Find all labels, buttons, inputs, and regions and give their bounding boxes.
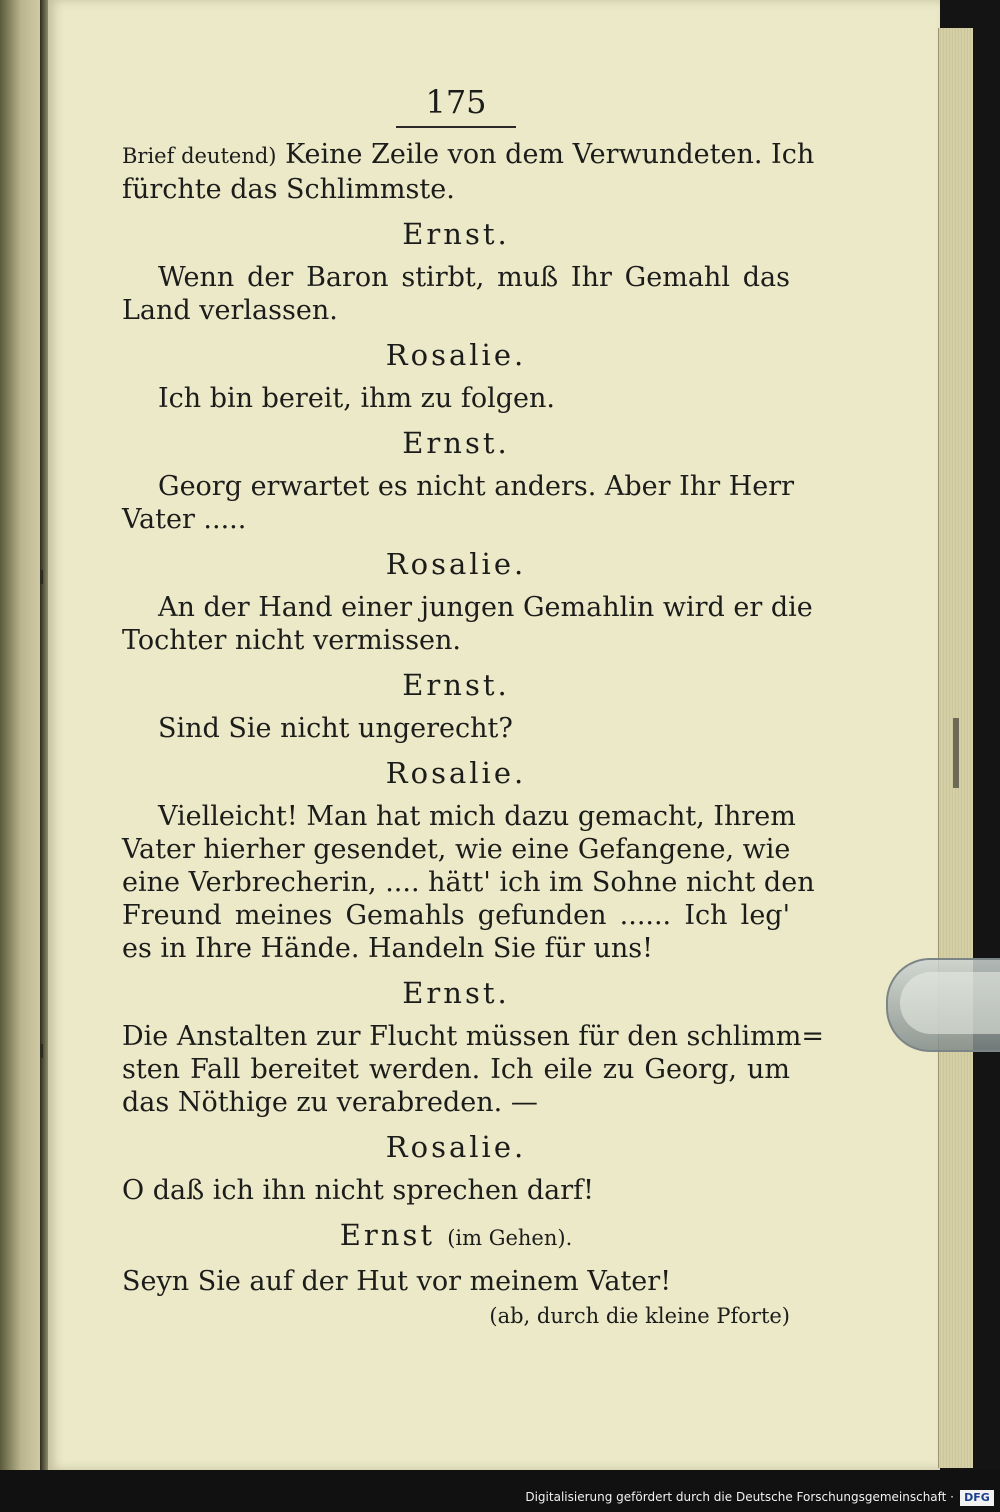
page-text (122, 83, 824, 1335)
text-line: Tochter nicht vermissen. (122, 625, 462, 656)
text-line: O daß ich ihn nicht sprechen darf! (122, 1175, 595, 1206)
speaker-name-text: Ernst (339, 1218, 435, 1252)
text-line: Vater hierher gesendet, wie eine Gefangene, wie (122, 834, 791, 865)
page-marker (953, 718, 959, 788)
text-line: Die Anstalten zur Flucht müssen für den schlimm= (122, 1021, 824, 1052)
text-line: Seyn Sie auf der Hut vor meinem Vater! (122, 1266, 672, 1297)
page-number: 175 (425, 83, 487, 121)
speech-block (122, 591, 813, 657)
stage-direction: (ab, durch die kleine Pforte) (489, 1304, 790, 1328)
spine-mark (40, 1044, 43, 1058)
text-line: Vielleicht! Man hat mich dazu gemacht, Ihrem (158, 801, 796, 832)
speaker-name: Ernst. (402, 976, 510, 1010)
text-line (122, 138, 815, 173)
speech-block (122, 261, 790, 327)
footer-bar (0, 1470, 1000, 1512)
speaker-name: Ernst. (402, 217, 510, 251)
text-line: Sind Sie nicht ungerecht? (158, 713, 513, 744)
speaker-name: Ernst. (402, 426, 510, 460)
stage-note: (im Gehen). (447, 1226, 573, 1250)
text-line: Georg erwartet es nicht anders. Aber Ihr Herr (158, 471, 795, 502)
text-span: Keine Zeile von dem Verwundeten. Ich (285, 139, 815, 170)
speaker-name (122, 1219, 790, 1255)
text-line: es in Ihre Hände. Handeln Sie für uns! (122, 933, 653, 964)
digitization-credit: Digitalisierung gefördert durch die Deutsche Forschungsgemeinschaft · (525, 1490, 954, 1504)
page-fore-edge (938, 28, 973, 1468)
stage-note: Brief deutend) (122, 144, 277, 168)
text-line: Land verlassen. (122, 295, 338, 326)
text-line: Freund meines Gemahls gefunden ...... Ich leg' (122, 900, 790, 931)
spine-mark (40, 570, 43, 584)
text-line: sten Fall bereitet werden. Ich eile zu Georg, um (122, 1054, 790, 1085)
speech-block (122, 138, 815, 206)
text-line: Vater ..... (122, 504, 247, 535)
speech-block (122, 800, 815, 965)
page-clip-highlight (900, 972, 1000, 1034)
speech-block (122, 1174, 790, 1207)
text-line: eine Verbrecherin, .... hätt' ich im Sohne nicht den (122, 867, 815, 898)
speaker-name: Rosalie. (385, 338, 527, 372)
speech-block (122, 1265, 790, 1333)
speech-block (122, 1020, 824, 1119)
book-spine (40, 0, 48, 1470)
text-line: Wenn der Baron stirbt, muß Ihr Gemahl das (158, 262, 790, 293)
speech-block (122, 712, 790, 745)
speaker-name: Ernst. (402, 668, 510, 702)
speaker-name: Rosalie. (385, 1130, 527, 1164)
dfg-logo: DFG (960, 1490, 994, 1506)
speaker-name: Rosalie. (385, 547, 527, 581)
speaker-name: Rosalie. (385, 756, 527, 790)
text-line: das Nöthige zu verabreden. — (122, 1087, 538, 1118)
speech-block (122, 382, 790, 415)
header-rule (396, 126, 516, 128)
text-line: Ich bin bereit, ihm zu folgen. (158, 383, 555, 414)
text-line: fürchte das Schlimmste. (122, 174, 455, 205)
speech-block (122, 470, 795, 536)
text-line: An der Hand einer jungen Gemahlin wird er die (158, 592, 813, 623)
